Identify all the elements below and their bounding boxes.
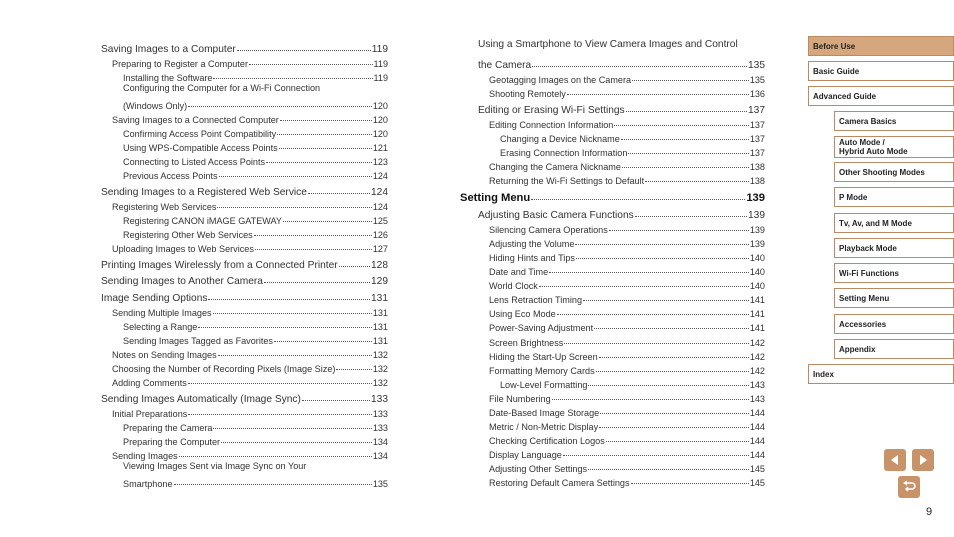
toc-entry-page: 132 [372,364,388,375]
toc-entry-title: Shooting Remotely [489,89,566,100]
dot-leader [583,300,749,301]
toc-entry-page: 124 [372,201,388,212]
tab-label: Camera Basics [839,116,897,126]
triangle-left-icon [888,453,902,467]
tab-label: Basic Guide [813,66,860,76]
triangle-right-icon [916,453,930,467]
dot-leader [552,399,749,400]
toc-entry-title: Power-Saving Adjustment [489,323,594,334]
dot-leader [632,80,749,81]
toc-entry-title: Silencing Camera Operations [489,224,608,235]
toc-entry-page: 133 [372,408,388,419]
toc-entry[interactable] [101,288,388,304]
toc-entry[interactable] [460,333,765,347]
toc-entry-page: 131 [372,321,388,332]
toc-entry-title: Using WPS-Compatible Access Points [123,143,278,154]
tab-tv-av-and-m-mode[interactable] [834,213,954,233]
dot-leader [631,483,749,484]
toc-entry-title: Restoring Default Camera Settings [489,478,630,489]
toc-entry-page: 144 [749,407,765,418]
toc-entry-title: Confirming Access Point Compatibility [123,129,277,140]
toc-entry-title: Lens Retraction Timing [489,295,583,306]
toc-entry-title: Adding Comments [112,378,187,389]
dot-leader [188,106,372,107]
toc-entry-page: 131 [372,336,388,346]
previous-page-button[interactable] [884,449,906,471]
dot-leader [283,221,372,222]
toc-entry-page: 126 [372,230,388,241]
tab-setting-menu[interactable] [834,288,954,308]
toc-entry[interactable] [460,291,765,305]
toc-entry-page: 145 [749,478,765,489]
toc-entry-title: Sending Images [112,451,178,462]
toc-entry[interactable] [101,153,388,167]
toc-entry-page: 129 [371,276,388,288]
toc-entry[interactable] [101,419,388,433]
dot-leader [599,427,749,428]
toc-entry-title: Sending Images to Another Camera [101,276,263,288]
toc-entry[interactable] [101,97,388,111]
toc-entry-title: Changing the Camera Nickname [489,162,621,173]
toc-entry-title: Sending Images Tagged as Favorites [123,336,273,346]
toc-entry[interactable] [101,212,388,226]
toc-entry[interactable] [101,475,388,489]
toc-entry-title: Using a Smartphone to View Camera Images and Control [478,39,738,50]
toc-entry[interactable] [101,461,388,475]
toc-entry-page: 138 [749,162,765,173]
dot-leader [339,266,370,267]
dot-leader [188,414,371,415]
toc-entry-title: Adjusting Other Settings [489,464,588,475]
toc-entry-page: 134 [372,437,388,448]
dot-leader [255,249,372,250]
dot-leader [563,455,749,456]
dot-leader [606,441,749,442]
tab-label: Accessories [839,319,887,329]
toc-entry-title: Erasing Connection Information [500,147,628,158]
toc-entry-page: 131 [372,307,388,318]
tab-playback-mode[interactable] [834,238,954,258]
toc-entry-page: 137 [749,147,765,158]
toc-entry-page: 141 [749,309,765,320]
toc-section-heading[interactable] [460,188,765,204]
dot-leader [626,111,747,112]
dot-leader [645,181,749,182]
toc-entry-page: 140 [749,281,765,292]
toc-entry[interactable] [101,255,388,271]
toc-entry[interactable] [101,198,388,212]
toc-entry-title: Image Sending Options [101,292,208,304]
dot-leader [308,193,370,194]
toc-entry-title: the Camera [478,60,532,71]
toc-entry-title: Saving Images to a Connected Computer [112,114,279,125]
toc-entry-title: Registering Other Web Services [123,230,253,241]
toc-entry-title: Hiding the Start-Up Screen [489,351,598,362]
toc-entry-title: World Clock [489,281,538,292]
toc-entry-title: Configuring the Computer for a Wi-Fi Connection [123,82,321,93]
toc-entry-page: 139 [748,209,765,221]
toc-entry[interactable] [101,182,388,198]
toc-entry[interactable] [460,390,765,404]
toc-entry[interactable] [101,447,388,461]
tab-label: Wi-Fi Functions [839,268,899,278]
toc-entry-page: 119 [373,72,388,83]
toc-entry-page: 137 [749,119,765,130]
toc-entry-title: Sending Images to a Registered Web Service [101,186,307,198]
toc-entry-page: 131 [371,292,388,304]
toc-entry-title: Using Eco Mode [489,309,556,320]
toc-entry[interactable] [460,305,765,319]
toc-entry[interactable] [101,83,388,97]
toc-entry-title: Preparing the Camera [123,422,213,433]
toc-entry-page: 132 [372,378,388,389]
toc-entry-page: 141 [749,323,765,334]
dot-leader [539,286,749,287]
toc-entry[interactable] [460,85,765,99]
dot-leader [279,148,372,149]
toc-entry[interactable] [460,277,765,291]
tab-label: Advanced Guide [813,91,877,101]
toc-entry[interactable] [101,167,388,181]
dot-leader [599,357,749,358]
dot-leader [564,343,749,344]
dot-leader [621,139,749,140]
toc-entry-title: Metric / Non-Metric Display [489,422,599,433]
toc-entry-page: 127 [372,244,388,255]
toc-entry-page: 142 [749,351,765,362]
toc-entry-title: Choosing the Number of Recording Pixels (Image Size) [112,364,336,375]
toc-entry[interactable] [460,130,765,144]
toc-entry-page: 119 [371,43,388,55]
tab-label: P Mode [839,192,868,202]
dot-leader [198,327,371,328]
toc-entry-page: 135 [372,479,388,490]
toc-entry[interactable] [460,460,765,474]
toc-entry-title: Setting Menu [460,192,531,205]
return-arrow-icon [901,479,917,495]
next-page-button[interactable] [912,449,934,471]
toc-entry-title: Preparing to Register a Computer [112,58,248,69]
tab-label: Appendix [839,344,876,354]
toc-entry[interactable] [460,221,765,235]
toc-entry-page: 137 [749,133,765,144]
toc-entry[interactable] [101,55,388,69]
toc-entry-page: 135 [749,75,765,86]
tab-label: Tv, Av, and M Mode [839,218,912,228]
toc-entry-page: 143 [749,393,765,404]
toc-entry-title: Geotagging Images on the Camera [489,75,632,86]
toc-entry[interactable] [460,144,765,158]
toc-entry-title: Registering Web Services [112,201,217,212]
toc-entry[interactable] [460,235,765,249]
toc-entry-title: Sending Multiple Images [112,307,212,318]
tab-label: Other Shooting Modes [839,167,925,177]
dot-leader [609,230,749,231]
dot-leader [575,244,748,245]
toc-entry-page: 144 [749,422,765,433]
toc-entry-title: Notes on Sending Images [112,350,217,361]
dot-leader [249,64,373,65]
toc-entry[interactable] [101,346,388,360]
toc-entry-page: 124 [372,171,388,182]
toc-entry[interactable] [460,205,765,221]
tab-camera-basics[interactable] [834,111,954,131]
dot-leader [174,484,372,485]
toc-entry[interactable] [460,56,765,72]
dot-leader [266,162,372,163]
toc-entry[interactable] [101,240,388,254]
dot-leader [567,94,749,95]
toc-entry-page: 140 [749,252,765,263]
toc-entry[interactable] [101,69,388,83]
toc-entry-title: Date-Based Image Storage [489,407,600,418]
toc-entry-title: Viewing Images Sent via Image Sync on Your [123,461,307,472]
toc-entry[interactable] [460,376,765,390]
toc-entry-page: 140 [749,267,765,278]
tab-index[interactable] [808,364,954,384]
toc-entry-page: 142 [749,365,765,376]
toc-entry-title: Preparing the Computer [123,437,221,448]
toc-entry[interactable] [460,362,765,376]
dot-leader [622,167,749,168]
toc-entry[interactable] [101,139,388,153]
toc-entry-page: 120 [372,114,388,125]
toc-entry-title: Connecting to Listed Access Points [123,157,266,168]
toc-entry[interactable] [101,272,388,288]
toc-entry[interactable] [460,116,765,130]
toc-entry-page: 142 [749,337,765,348]
dot-leader [221,442,372,443]
dot-leader [588,385,748,386]
toc-entry[interactable] [101,332,388,346]
tab-label: Auto Mode / Hybrid Auto Mode [839,138,908,156]
toc-entry-title: Formatting Memory Cards [489,365,595,376]
toc-entry-page: 135 [748,60,765,71]
toc-entry[interactable] [460,249,765,263]
dot-leader [531,199,745,200]
toc-entry-page: 136 [749,89,765,100]
toc-entry-page: 124 [371,186,388,198]
dot-leader [254,235,372,236]
toc-entry[interactable] [101,374,388,388]
toc-entry[interactable] [101,360,388,374]
toc-entry[interactable] [460,446,765,460]
dot-leader [336,369,371,370]
dot-leader [264,282,370,283]
dot-leader [213,78,372,79]
dot-leader [280,120,372,121]
toc-left-column [101,38,388,489]
toc-entry-page: 143 [749,379,765,390]
toc-entry-title: Registering CANON iMAGE GATEWAY [123,216,283,227]
toc-entry-title: Sending Images Automatically (Image Sync) [101,393,301,405]
dot-leader [302,400,370,401]
toc-entry[interactable] [460,39,765,55]
dot-leader [576,258,749,259]
toc-entry-title: Changing a Device Nickname [500,133,620,144]
dot-leader [635,216,747,217]
toc-entry-title: Date and Time [489,267,549,278]
toc-entry-title: File Numbering [489,393,551,404]
toc-entry-page: 134 [372,451,388,462]
return-button[interactable] [898,476,920,498]
toc-entry[interactable] [460,418,765,432]
toc-entry[interactable] [460,432,765,446]
toc-entry[interactable] [101,304,388,318]
dot-leader [596,371,749,372]
dot-leader [217,207,371,208]
toc-entry-title: (Windows Only) [123,100,188,111]
toc-entry-page: 139 [749,238,765,249]
tab-auto-mode-hybrid-auto-mode[interactable] [834,136,954,158]
tab-label: Playback Mode [839,243,897,253]
toc-entry-page: 133 [371,393,388,405]
tab-p-mode[interactable] [834,187,954,207]
dot-leader [237,50,371,51]
toc-entry[interactable] [101,405,388,419]
toc-entry-title: Screen Brightness [489,337,564,348]
toc-entry-title: Editing Connection Information [489,119,614,130]
toc-entry-title: Low-Level Formatting [500,379,588,390]
toc-entry[interactable] [460,319,765,333]
dot-leader [213,313,372,314]
toc-entry-title: Smartphone [123,479,173,490]
dot-leader [594,328,749,329]
tab-basic-guide[interactable] [808,61,954,81]
toc-entry[interactable] [460,263,765,277]
toc-entry-title: Uploading Images to Web Services [112,244,254,255]
dot-leader [213,428,371,429]
toc-entry-page: 128 [371,259,388,271]
dot-leader [277,134,372,135]
toc-entry-title: Display Language [489,450,562,461]
dot-leader [218,355,372,356]
toc-entry-page: 137 [748,104,765,116]
toc-entry-title: Checking Certification Logos [489,436,605,447]
toc-entry[interactable] [460,71,765,85]
toc-entry-title: Hiding Hints and Tips [489,252,575,263]
toc-entry[interactable] [101,39,388,55]
dot-leader [274,341,372,342]
toc-entry-page: 119 [373,58,388,69]
tab-accessories[interactable] [834,314,954,334]
toc-entry[interactable] [460,100,765,116]
tab-label: Index [813,369,834,379]
dot-leader [532,66,747,67]
toc-entry-page: 144 [749,450,765,461]
toc-entry[interactable] [460,348,765,362]
toc-entry[interactable] [460,404,765,418]
toc-entry[interactable] [101,111,388,125]
toc-entry-page: 139 [746,192,765,205]
toc-entry-page: 123 [372,157,388,168]
toc-entry[interactable] [101,389,388,405]
dot-leader [549,272,749,273]
toc-entry-page: 144 [749,436,765,447]
toc-entry-title: Selecting a Range [123,321,198,332]
dot-leader [600,413,749,414]
tab-advanced-guide[interactable] [808,86,954,106]
tab-label: Before Use [813,41,856,51]
toc-entry-page: 120 [372,129,388,140]
toc-entry-page: 120 [372,100,388,111]
toc-entry-title: Installing the Software [123,72,213,83]
dot-leader [179,456,372,457]
tab-label: Setting Menu [839,293,890,303]
toc-entry-title: Returning the Wi-Fi Settings to Default [489,176,645,187]
toc-entry-title: Saving Images to a Computer [101,43,236,55]
tab-appendix[interactable] [834,339,954,359]
toc-entry[interactable] [460,172,765,186]
toc-entry-page: 138 [749,176,765,187]
toc-right-column [460,38,765,488]
toc-entry-page: 145 [749,464,765,475]
toc-entry[interactable] [101,433,388,447]
page-number: 9 [926,506,933,518]
dot-leader [188,383,372,384]
toc-entry[interactable] [460,158,765,172]
toc-entry[interactable] [101,125,388,139]
toc-entry-page: 132 [372,350,388,361]
toc-entry[interactable] [101,226,388,240]
toc-entry[interactable] [101,318,388,332]
toc-entry-title: Initial Preparations [112,408,188,419]
tab-other-shooting-modes[interactable] [834,162,954,182]
dot-leader [208,299,370,300]
dot-leader [557,314,749,315]
toc-entry-title: Adjusting the Volume [489,238,575,249]
toc-entry-page: 141 [749,295,765,306]
toc-entry-page: 121 [372,143,388,154]
toc-entry-page: 125 [372,216,388,227]
toc-entry-page: 139 [749,224,765,235]
dot-leader [219,176,372,177]
dot-leader [588,469,749,470]
tab-before-use[interactable] [808,36,954,56]
toc-entry-title: Previous Access Points [123,171,218,182]
toc-entry-title: Editing or Erasing Wi-Fi Settings [478,104,625,116]
dot-leader [628,153,748,154]
dot-leader [614,125,748,126]
tab-wi-fi-functions[interactable] [834,263,954,283]
toc-entry[interactable] [460,474,765,488]
toc-entry-title: Printing Images Wirelessly from a Connected Printer [101,259,338,271]
toc-entry-page: 133 [372,422,388,433]
toc-entry-title: Adjusting Basic Camera Functions [478,209,634,221]
